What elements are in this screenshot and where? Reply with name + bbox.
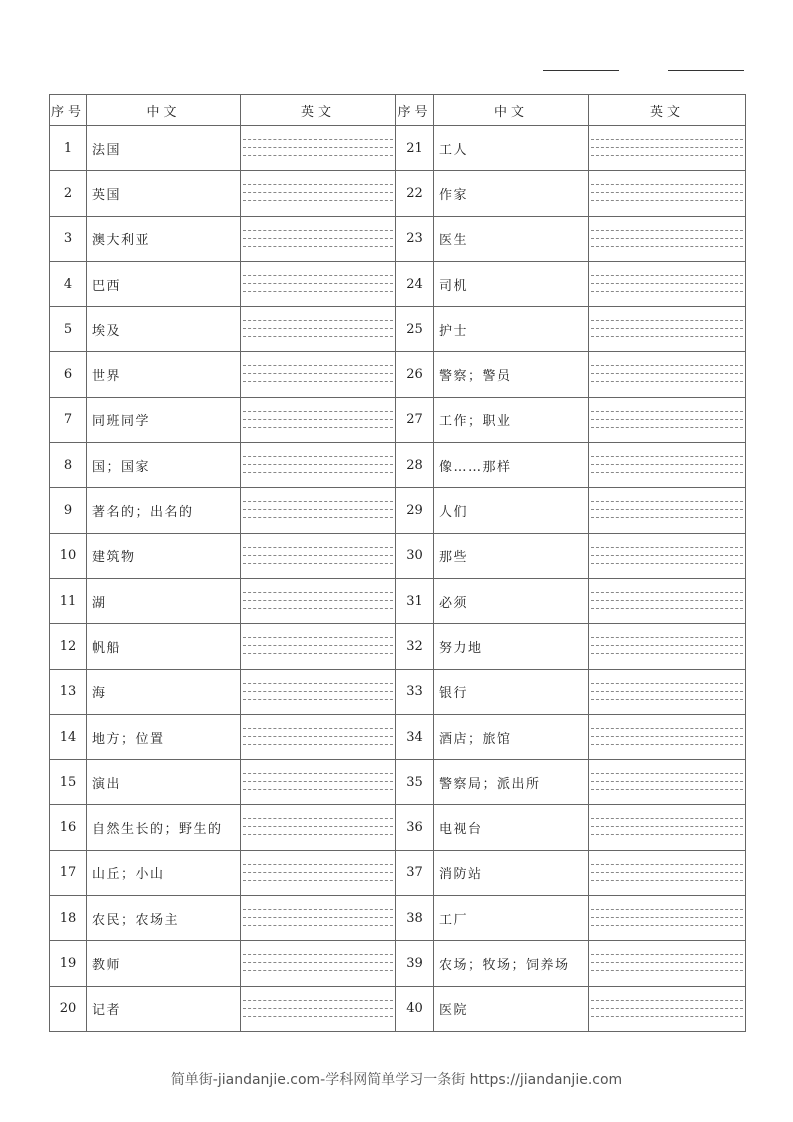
table-row [50,986,746,1031]
answer-guide-line [591,555,743,556]
answer-guide-line [591,1016,743,1017]
row-number: 29 [396,488,434,533]
english-answer-field[interactable] [589,669,746,714]
answer-guide-line [243,155,393,156]
chinese-word: 司机 [434,261,589,306]
answer-guide-line [591,509,743,510]
english-answer-field[interactable] [241,488,396,533]
answer-guide-line [591,637,743,638]
english-answer-field[interactable] [241,941,396,986]
answer-guide-line [243,736,393,737]
english-answer-field[interactable] [589,805,746,850]
answer-guide-line [591,818,743,819]
answer-guide-line [591,517,743,518]
answer-guide-line [591,563,743,564]
table-row [50,760,746,805]
answer-guide-line [243,230,393,231]
chinese-word: 努力地 [434,624,589,669]
answer-guide-line [591,880,743,881]
english-answer-field[interactable] [241,126,396,171]
answer-guide-line [591,744,743,745]
english-answer-field[interactable] [241,578,396,623]
chinese-word: 帆船 [87,624,241,669]
answer-guide-line [591,139,743,140]
answer-guide-line [243,818,393,819]
answer-guide-line [243,373,393,374]
answer-guide-line [591,275,743,276]
answer-guide-line [591,381,743,382]
row-number: 37 [396,850,434,895]
row-number: 13 [50,669,87,714]
chinese-word: 工厂 [434,896,589,941]
table-row [50,352,746,397]
answer-guide-line [591,192,743,193]
header-number: 序号 [50,95,87,126]
row-number: 34 [396,714,434,759]
header-chinese: 中文 [87,95,241,126]
english-answer-field[interactable] [589,578,746,623]
answer-guide-line [591,373,743,374]
chinese-word: 警察局；派出所 [434,760,589,805]
chinese-word: 著名的；出名的 [87,488,241,533]
row-number: 5 [50,307,87,352]
answer-guide-line [591,246,743,247]
row-number: 35 [396,760,434,805]
answer-guide-line [243,275,393,276]
answer-guide-line [591,773,743,774]
answer-guide-line [591,456,743,457]
row-number: 12 [50,624,87,669]
answer-guide-line [591,547,743,548]
row-number: 26 [396,352,434,397]
english-answer-field[interactable] [589,760,746,805]
chinese-word: 英国 [87,171,241,216]
english-answer-field[interactable] [589,941,746,986]
answer-guide-line [243,954,393,955]
row-number: 23 [396,216,434,261]
row-number: 25 [396,307,434,352]
english-answer-field[interactable] [589,171,746,216]
answer-guide-line [591,147,743,148]
table-row [50,171,746,216]
english-answer-field[interactable] [589,216,746,261]
answer-guide-line [243,328,393,329]
row-number: 3 [50,216,87,261]
row-number: 6 [50,352,87,397]
english-answer-field[interactable] [241,261,396,306]
answer-guide-line [243,456,393,457]
answer-guide-line [243,283,393,284]
answer-guide-line [591,365,743,366]
answer-guide-line [591,864,743,865]
answer-guide-line [243,645,393,646]
answer-guide-line [243,789,393,790]
answer-guide-line [591,427,743,428]
row-number: 27 [396,397,434,442]
answer-guide-line [591,328,743,329]
vocabulary-table [49,94,746,1032]
answer-guide-line [243,872,393,873]
answer-guide-line [591,320,743,321]
chinese-word: 记者 [87,986,241,1031]
chinese-word: 人们 [434,488,589,533]
english-answer-field[interactable] [241,850,396,895]
english-answer-field[interactable] [589,443,746,488]
chinese-word: 医院 [434,986,589,1031]
row-number: 2 [50,171,87,216]
english-answer-field[interactable] [241,805,396,850]
chinese-word: 警察；警员 [434,352,589,397]
answer-guide-line [243,917,393,918]
table-row [50,624,746,669]
english-answer-field[interactable] [589,488,746,533]
table-row [50,307,746,352]
row-number: 11 [50,578,87,623]
answer-guide-line [243,1008,393,1009]
row-number: 19 [50,941,87,986]
english-answer-field[interactable] [241,352,396,397]
chinese-word: 银行 [434,669,589,714]
answer-guide-line [243,834,393,835]
answer-guide-line [243,826,393,827]
answer-guide-line [243,509,393,510]
answer-guide-line [591,155,743,156]
row-number: 30 [396,533,434,578]
answer-guide-line [591,728,743,729]
chinese-word: 工人 [434,126,589,171]
answer-guide-line [243,1000,393,1001]
table-row [50,850,746,895]
chinese-word: 海 [87,669,241,714]
chinese-word: 工作；职业 [434,397,589,442]
answer-guide-line [243,411,393,412]
answer-guide-line [243,781,393,782]
answer-guide-line [591,336,743,337]
chinese-word: 作家 [434,171,589,216]
english-answer-field[interactable] [589,307,746,352]
chinese-word: 农场；牧场；饲养场 [434,941,589,986]
chinese-word: 国；国家 [87,443,241,488]
row-number: 15 [50,760,87,805]
chinese-word: 电视台 [434,805,589,850]
row-number: 22 [396,171,434,216]
answer-guide-line [243,517,393,518]
table-row [50,714,746,759]
answer-guide-line [591,1008,743,1009]
table-body [50,126,746,1032]
english-answer-field[interactable] [589,624,746,669]
chinese-word: 建筑物 [87,533,241,578]
table-header-row [50,95,746,126]
answer-guide-line [591,954,743,955]
chinese-word: 必须 [434,578,589,623]
english-answer-field[interactable] [241,443,396,488]
english-answer-field[interactable] [589,850,746,895]
answer-guide-line [243,200,393,201]
answer-guide-line [243,600,393,601]
answer-guide-line [243,728,393,729]
english-answer-field[interactable] [241,307,396,352]
answer-guide-line [243,563,393,564]
english-answer-field[interactable] [241,760,396,805]
english-answer-field[interactable] [589,896,746,941]
answer-guide-line [243,925,393,926]
answer-guide-line [243,962,393,963]
row-number: 40 [396,986,434,1031]
header-english: 英文 [241,95,396,126]
header-english: 英文 [589,95,746,126]
english-answer-field[interactable] [589,986,746,1031]
chinese-word: 演出 [87,760,241,805]
answer-guide-line [591,600,743,601]
english-answer-field[interactable] [241,397,396,442]
english-answer-field[interactable] [241,624,396,669]
answer-guide-line [243,653,393,654]
answer-guide-line [591,917,743,918]
row-number: 10 [50,533,87,578]
row-number: 39 [396,941,434,986]
answer-guide-line [591,283,743,284]
answer-guide-line [243,592,393,593]
row-number: 21 [396,126,434,171]
row-number: 14 [50,714,87,759]
answer-guide-line [243,147,393,148]
answer-guide-line [243,547,393,548]
english-answer-field[interactable] [589,397,746,442]
answer-guide-line [591,909,743,910]
answer-guide-line [591,419,743,420]
table-row [50,443,746,488]
row-number: 9 [50,488,87,533]
english-answer-field[interactable] [241,171,396,216]
english-answer-field[interactable] [589,352,746,397]
answer-guide-line [591,645,743,646]
row-number: 8 [50,443,87,488]
english-answer-field[interactable] [241,714,396,759]
table-row [50,488,746,533]
answer-guide-line [591,592,743,593]
chinese-word: 湖 [87,578,241,623]
answer-guide-line [243,773,393,774]
table-row [50,533,746,578]
row-number: 38 [396,896,434,941]
english-answer-field[interactable] [589,126,746,171]
answer-guide-line [591,691,743,692]
table-row [50,126,746,171]
answer-guide-line [591,291,743,292]
answer-guide-line [591,464,743,465]
answer-guide-line [243,744,393,745]
answer-guide-line [243,699,393,700]
answer-guide-line [243,970,393,971]
english-answer-field[interactable] [241,896,396,941]
answer-guide-line [591,200,743,201]
class-blank-line[interactable] [668,70,744,71]
answer-guide-line [243,336,393,337]
english-answer-field[interactable] [241,986,396,1031]
row-number: 32 [396,624,434,669]
answer-guide-line [243,864,393,865]
answer-guide-line [243,419,393,420]
answer-guide-line [591,834,743,835]
answer-guide-line [591,608,743,609]
english-answer-field[interactable] [241,533,396,578]
answer-guide-line [243,238,393,239]
chinese-word: 法国 [87,126,241,171]
answer-guide-line [591,501,743,502]
answer-guide-line [243,501,393,502]
answer-guide-line [243,555,393,556]
name-blank-line[interactable] [543,70,619,71]
row-number: 16 [50,805,87,850]
row-number: 1 [50,126,87,171]
answer-guide-line [591,238,743,239]
answer-guide-line [591,683,743,684]
english-answer-field[interactable] [241,216,396,261]
answer-guide-line [243,427,393,428]
english-answer-field[interactable] [589,533,746,578]
table-row [50,397,746,442]
answer-guide-line [243,683,393,684]
answer-guide-line [243,320,393,321]
chinese-word: 医生 [434,216,589,261]
row-number: 36 [396,805,434,850]
answer-guide-line [591,472,743,473]
answer-guide-line [243,909,393,910]
chinese-word: 山丘；小山 [87,850,241,895]
row-number: 4 [50,261,87,306]
answer-guide-line [591,653,743,654]
english-answer-field[interactable] [241,669,396,714]
answer-guide-line [243,880,393,881]
answer-guide-line [591,1000,743,1001]
answer-guide-line [243,139,393,140]
table-row [50,578,746,623]
answer-guide-line [591,826,743,827]
english-answer-field[interactable] [589,714,746,759]
answer-guide-line [243,184,393,185]
answer-guide-line [243,381,393,382]
answer-guide-line [591,962,743,963]
chinese-word: 自然生长的；野生的 [87,805,241,850]
chinese-word: 世界 [87,352,241,397]
table-row [50,805,746,850]
answer-guide-line [243,637,393,638]
answer-guide-line [591,184,743,185]
answer-guide-line [243,246,393,247]
header-number: 序号 [396,95,434,126]
chinese-word: 像……那样 [434,443,589,488]
row-number: 18 [50,896,87,941]
chinese-word: 农民；农场主 [87,896,241,941]
answer-guide-line [591,925,743,926]
answer-guide-line [591,230,743,231]
answer-guide-line [591,411,743,412]
answer-guide-line [243,192,393,193]
answer-guide-line [243,291,393,292]
header-chinese: 中文 [434,95,589,126]
chinese-word: 巴西 [87,261,241,306]
answer-guide-line [591,970,743,971]
answer-guide-line [243,365,393,366]
row-number: 33 [396,669,434,714]
answer-guide-line [243,464,393,465]
row-number: 31 [396,578,434,623]
row-number: 28 [396,443,434,488]
table-row [50,941,746,986]
table-row [50,669,746,714]
chinese-word: 消防站 [434,850,589,895]
table-row [50,896,746,941]
chinese-word: 那些 [434,533,589,578]
row-number: 20 [50,986,87,1031]
chinese-word: 地方；位置 [87,714,241,759]
english-answer-field[interactable] [589,261,746,306]
answer-guide-line [243,608,393,609]
row-number: 7 [50,397,87,442]
chinese-word: 同班同学 [87,397,241,442]
answer-guide-line [243,691,393,692]
chinese-word: 澳大利亚 [87,216,241,261]
answer-guide-line [591,736,743,737]
answer-guide-line [591,789,743,790]
answer-guide-line [591,872,743,873]
footer-watermark: 简单街-jiandanjie.com-学科网简单学习一条街 https://jiandanjie.com [170,1072,623,1088]
answer-guide-line [591,699,743,700]
chinese-word: 护士 [434,307,589,352]
chinese-word: 埃及 [87,307,241,352]
table-row [50,261,746,306]
chinese-word: 酒店；旅馆 [434,714,589,759]
answer-guide-line [591,781,743,782]
answer-guide-line [243,472,393,473]
row-number: 24 [396,261,434,306]
table-row [50,216,746,261]
row-number: 17 [50,850,87,895]
answer-guide-line [243,1016,393,1017]
chinese-word: 教师 [87,941,241,986]
